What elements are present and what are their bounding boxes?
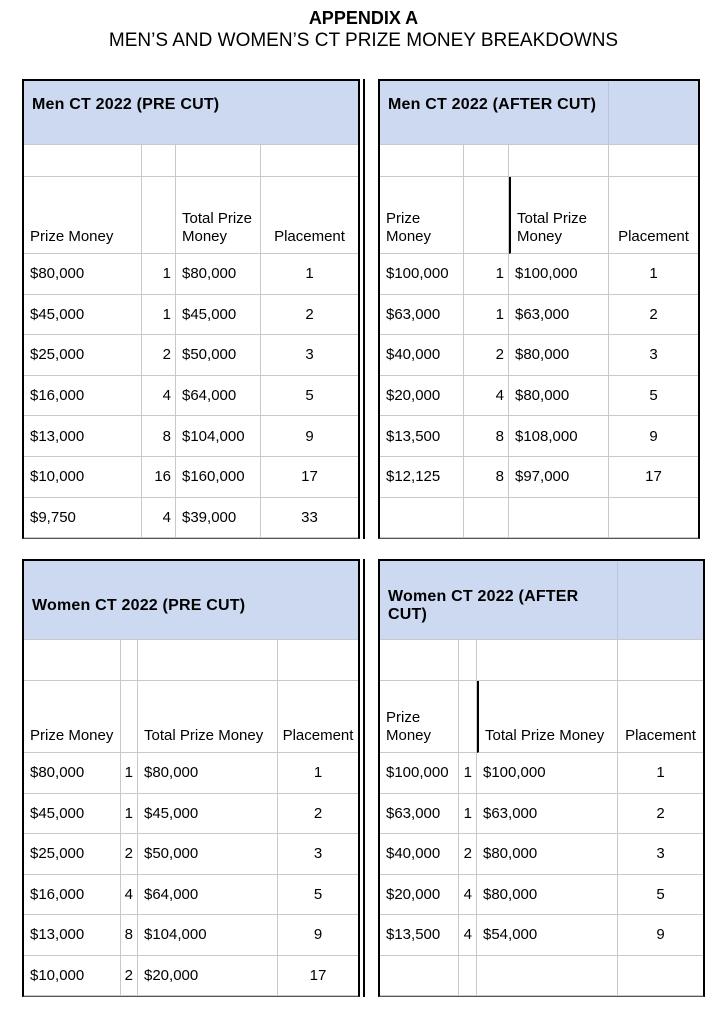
table-cell: $64,000 [138, 875, 278, 916]
column-header-total-prize-money: Total Prize Money [176, 177, 261, 254]
table-cell: 1 [459, 794, 477, 835]
table-cell: 2 [121, 834, 138, 875]
table-cell: $25,000 [24, 335, 142, 376]
table-men-after-cut [378, 79, 700, 539]
table-cell: 16 [142, 457, 176, 498]
table-title-men-pre-cut: Men CT 2022 (PRE CUT) [24, 81, 358, 145]
table-cell [618, 956, 703, 997]
table-cell: 3 [618, 834, 703, 875]
empty-cell [380, 145, 464, 177]
table-cell [380, 498, 464, 539]
table-men-pre-cut [22, 79, 360, 539]
column-header-total-prize-money: Total Prize Money [138, 681, 278, 753]
table-cell: 9 [278, 915, 358, 956]
table-cell: 1 [464, 254, 509, 295]
table-cell: 9 [609, 416, 698, 457]
table-cell: $13,000 [24, 915, 121, 956]
table-cell: $97,000 [509, 457, 609, 498]
table-cell [380, 956, 459, 997]
table-cell: $100,000 [509, 254, 609, 295]
table-cell: $40,000 [380, 834, 459, 875]
empty-cell [618, 640, 703, 681]
empty-cell [464, 145, 509, 177]
table-cell: $45,000 [138, 794, 278, 835]
table-cell: 9 [261, 416, 358, 457]
table-cell: 3 [609, 335, 698, 376]
table-cell: 4 [464, 376, 509, 417]
table-cell: 1 [609, 254, 698, 295]
table-cell: 2 [121, 956, 138, 997]
table-cell: $80,000 [509, 335, 609, 376]
table-cell: $10,000 [24, 956, 121, 997]
table-cell: 2 [459, 834, 477, 875]
spacer-column [360, 79, 365, 539]
table-cell: $54,000 [477, 915, 618, 956]
table-cell: $80,000 [24, 753, 121, 794]
table-cell: $63,000 [477, 794, 618, 835]
page-subtitle: MEN’S AND WOMEN’S CT PRIZE MONEY BREAKDOWNS [108, 30, 619, 51]
table-cell: $80,000 [24, 254, 142, 295]
column-header-placement: Placement [261, 177, 358, 254]
women-tables-section [22, 559, 727, 997]
table-cell: $50,000 [138, 834, 278, 875]
empty-cell [380, 640, 459, 681]
table-cell: $100,000 [380, 753, 459, 794]
table-cell: 4 [459, 875, 477, 916]
column-header-prize-money: Prize Money [24, 177, 142, 254]
table-cell: $39,000 [176, 498, 261, 539]
table-title-women-after-cut: Women CT 2022 (AFTER CUT) [380, 561, 618, 640]
table-cell: $25,000 [24, 834, 121, 875]
table-cell: 9 [618, 915, 703, 956]
empty-cell [138, 640, 278, 681]
table-title-side-cell [618, 561, 703, 640]
table-cell: $63,000 [380, 295, 464, 336]
table-cell: $100,000 [477, 753, 618, 794]
empty-cell [142, 145, 176, 177]
table-cell: 2 [609, 295, 698, 336]
table-cell: $20,000 [380, 376, 464, 417]
table-cell [609, 498, 698, 539]
table-cell: 1 [278, 753, 358, 794]
empty-cell [609, 145, 698, 177]
table-cell: 3 [278, 834, 358, 875]
table-women-pre-cut [22, 559, 360, 997]
table-cell: $16,000 [24, 875, 121, 916]
table-cell: $104,000 [176, 416, 261, 457]
empty-cell [24, 640, 121, 681]
table-cell: $80,000 [509, 376, 609, 417]
table-cell: 33 [261, 498, 358, 539]
table-cell: 4 [142, 376, 176, 417]
table-cell: $80,000 [477, 875, 618, 916]
empty-cell [459, 640, 477, 681]
table-cell: 2 [142, 335, 176, 376]
table-cell: 2 [464, 335, 509, 376]
table-cell: $104,000 [138, 915, 278, 956]
table-cell: 1 [261, 254, 358, 295]
table-cell: 1 [618, 753, 703, 794]
table-cell: 1 [121, 753, 138, 794]
column-header-count [142, 177, 176, 254]
table-cell: 17 [261, 457, 358, 498]
column-header-prize-money: Prize Money [24, 681, 121, 753]
table-cell: $64,000 [176, 376, 261, 417]
table-cell: $10,000 [24, 457, 142, 498]
column-header-placement: Placement [278, 681, 358, 753]
table-cell: $12,125 [380, 457, 464, 498]
table-cell: 1 [121, 794, 138, 835]
table-cell: 5 [618, 875, 703, 916]
table-cell: $16,000 [24, 376, 142, 417]
empty-cell [121, 640, 138, 681]
empty-cell [509, 145, 609, 177]
table-title-women-pre-cut: Women CT 2022 (PRE CUT) [24, 561, 358, 640]
table-cell [477, 956, 618, 997]
table-cell: $13,500 [380, 416, 464, 457]
men-tables-section [22, 79, 727, 539]
empty-cell [477, 640, 618, 681]
page-title: APPENDIX A [308, 8, 419, 28]
table-cell: $63,000 [509, 295, 609, 336]
table-cell: 17 [609, 457, 698, 498]
table-cell: $13,500 [380, 915, 459, 956]
table-cell: $100,000 [380, 254, 464, 295]
column-header-total-prize-money: Total Prize Money [477, 681, 618, 753]
empty-cell [261, 145, 358, 177]
empty-cell [278, 640, 358, 681]
table-cell: 8 [464, 457, 509, 498]
table-cell: $108,000 [509, 416, 609, 457]
column-header-placement: Placement [618, 681, 703, 753]
table-cell: 8 [142, 416, 176, 457]
table-cell: 4 [121, 875, 138, 916]
table-cell: 1 [459, 753, 477, 794]
table-cell: 5 [609, 376, 698, 417]
table-cell: 2 [278, 794, 358, 835]
table-cell: $80,000 [176, 254, 261, 295]
table-cell: 1 [142, 295, 176, 336]
table-cell: $80,000 [477, 834, 618, 875]
table-cell: $13,000 [24, 416, 142, 457]
table-cell: 3 [261, 335, 358, 376]
table-cell: 4 [142, 498, 176, 539]
table-cell [509, 498, 609, 539]
table-cell: $9,750 [24, 498, 142, 539]
table-cell: 8 [121, 915, 138, 956]
column-header-placement: Placement [609, 177, 698, 254]
column-header-prize-money: Prize Money [380, 681, 459, 753]
table-cell: 5 [278, 875, 358, 916]
spacer-column [360, 559, 365, 997]
empty-cell [176, 145, 261, 177]
table-cell: 17 [278, 956, 358, 997]
table-cell: $20,000 [380, 875, 459, 916]
table-cell: 4 [459, 915, 477, 956]
table-cell [459, 956, 477, 997]
table-cell [464, 498, 509, 539]
table-cell: 5 [261, 376, 358, 417]
table-cell: $50,000 [176, 335, 261, 376]
table-title-side-cell [609, 81, 698, 145]
table-cell: 8 [464, 416, 509, 457]
table-women-after-cut [378, 559, 705, 997]
column-header-count [464, 177, 509, 254]
table-cell: $63,000 [380, 794, 459, 835]
table-cell: 1 [464, 295, 509, 336]
column-header-count [459, 681, 477, 753]
empty-cell [24, 145, 142, 177]
table-cell: $80,000 [138, 753, 278, 794]
column-header-count [121, 681, 138, 753]
table-title-men-after-cut: Men CT 2022 (AFTER CUT) [380, 81, 609, 145]
table-cell: $20,000 [138, 956, 278, 997]
table-cell: $45,000 [24, 794, 121, 835]
column-header-total-prize-money: Total Prize Money [509, 177, 609, 254]
table-cell: $45,000 [176, 295, 261, 336]
table-cell: $40,000 [380, 335, 464, 376]
table-cell: 2 [261, 295, 358, 336]
page-header [0, 0, 727, 52]
table-cell: $160,000 [176, 457, 261, 498]
column-header-prize-money: Prize Money [380, 177, 464, 254]
table-cell: $45,000 [24, 295, 142, 336]
table-cell: 2 [618, 794, 703, 835]
table-cell: 1 [142, 254, 176, 295]
